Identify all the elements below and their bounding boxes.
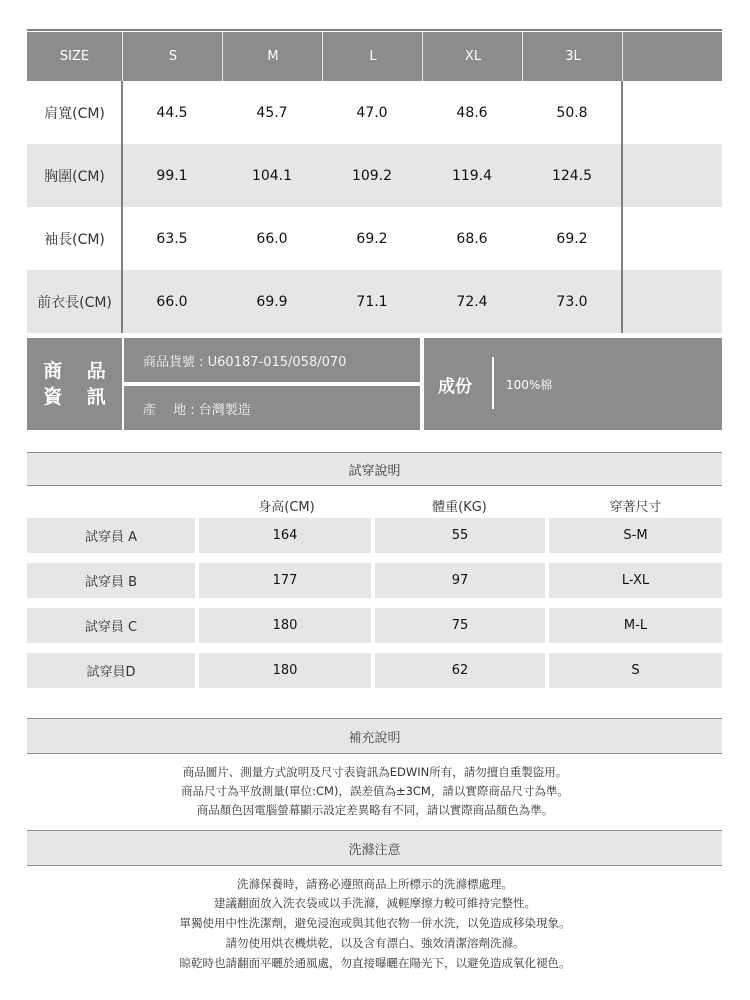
cell-value: 69.9: [256, 293, 288, 310]
size-header-row: [27, 32, 722, 81]
cell-value: [622, 207, 722, 270]
cell-value: 124.5: [551, 167, 593, 184]
material-value: 100%棉: [506, 377, 553, 392]
product-info-title-line1: 商 品: [43, 360, 115, 382]
washing-line: 晾乾時也請翻面平曬於通風處，勿直接曝曬在陽光下，以避免造成氧化褪色。: [179, 956, 571, 970]
fitting-row-height: 180: [199, 608, 371, 643]
product-info-panel: [27, 338, 722, 430]
cell-value: 72.4: [456, 293, 488, 310]
cell-value: 50.8: [556, 104, 588, 121]
washing-line: 單獨使用中性洗潔劑，避免浸泡或與其他衣物一併水洗，以免造成移染現象。: [179, 916, 571, 930]
item-number: 商品貨號 : U60187-015/058/070: [124, 338, 420, 382]
product-info-title-line2: 資 訊: [43, 386, 115, 408]
washing-title: 洗滌注意: [27, 830, 722, 866]
washing-line: 洗滌保養時，請務必遵照商品上所標示的洗滌標處理。: [237, 877, 513, 891]
column-divider: [621, 81, 623, 333]
row-label: 胸圍(CM): [44, 168, 105, 185]
cell-value: 66.0: [156, 293, 188, 310]
fitting-row-height: 177: [199, 563, 371, 598]
cell-value: 73.0: [556, 293, 588, 310]
fitting-row-weight: 75: [375, 608, 545, 643]
cell-value: 99.1: [156, 167, 188, 184]
washing-line: 請勿使用烘衣機烘乾，以及含有漂白、強效清潔溶劑洗滌。: [225, 936, 525, 950]
header-s: S: [122, 32, 223, 81]
supplement-line: 商品尺寸為平放測量(單位:CM)，誤差值為±3CM，請以實際商品尺寸為準。: [181, 784, 569, 798]
fitting-title: 試穿說明: [27, 452, 722, 486]
cell-value: 104.1: [251, 167, 293, 184]
fitting-row-size: S: [549, 653, 722, 688]
fitting-row-weight: 55: [375, 518, 545, 553]
fitting-col-height: 身高(CM): [258, 499, 315, 515]
header-empty: [622, 32, 723, 81]
cell-value: 63.5: [156, 230, 188, 247]
cell-value: 66.0: [256, 230, 288, 247]
material-box: [424, 338, 722, 430]
cell-value: 44.5: [156, 104, 188, 121]
row-label: 前衣長(CM): [37, 294, 112, 311]
cell-value: 119.4: [451, 167, 493, 184]
cell-value: 48.6: [456, 104, 488, 121]
fitting-row-height: 164: [199, 518, 371, 553]
cell-value: 109.2: [351, 167, 393, 184]
fitting-row-height: 180: [199, 653, 371, 688]
fitting-col-weight: 體重(KG): [432, 499, 487, 515]
cell-value: [622, 144, 722, 207]
cell-value: 71.1: [356, 293, 388, 310]
origin: 產 地 : 台灣製造: [124, 386, 420, 430]
row-label: 肩寬(CM): [44, 105, 105, 122]
supplement-line: 商品顏色因電腦螢幕顯示設定差異略有不同，請以實際商品顏色為準。: [196, 803, 554, 817]
header-l: L: [322, 32, 423, 81]
cell-value: 47.0: [356, 104, 388, 121]
fitting-row-size: M-L: [549, 608, 722, 643]
cell-value: 68.6: [456, 230, 488, 247]
header-size: SIZE: [59, 49, 90, 64]
size-row-sleeve: [27, 207, 722, 270]
cell-value: [622, 81, 722, 144]
size-row-front-length: [27, 270, 722, 333]
cell-value: 69.2: [556, 230, 588, 247]
washing-line: 建議翻面放入洗衣袋或以手洗滌，減輕摩擦力較可維持完整性。: [214, 896, 536, 910]
fitting-row-size: L-XL: [549, 563, 722, 598]
fitting-col-size: 穿著尺寸: [609, 499, 662, 515]
table-top-divider: [27, 29, 722, 31]
fitting-row-size: S-M: [549, 518, 722, 553]
fitting-row-name: 試穿員D: [27, 653, 195, 688]
size-row-shoulder: [27, 81, 722, 144]
material-divider: [492, 357, 494, 409]
header-m: M: [222, 32, 323, 81]
cell-value: 45.7: [256, 104, 288, 121]
cell-value: [622, 270, 722, 333]
supplement-line: 商品圖片、測量方式說明及尺寸表資訊為EDWIN所有，請勿擅自重製盜用。: [182, 765, 568, 779]
fitting-row-name: 試穿員 A: [27, 518, 195, 553]
column-divider: [121, 81, 123, 333]
fitting-row-name: 試穿員 C: [27, 608, 195, 643]
header-3l: 3L: [522, 32, 623, 81]
fitting-row-weight: 97: [375, 563, 545, 598]
header-xl: XL: [422, 32, 523, 81]
product-info-title: [27, 338, 122, 430]
fitting-row-name: 試穿員 B: [27, 563, 195, 598]
supplement-title: 補充說明: [27, 718, 722, 754]
row-label: 袖長(CM): [44, 231, 105, 248]
fitting-row-weight: 62: [375, 653, 545, 688]
cell-value: 69.2: [356, 230, 388, 247]
size-row-chest: [27, 144, 722, 207]
material-label: 成份: [438, 376, 472, 397]
